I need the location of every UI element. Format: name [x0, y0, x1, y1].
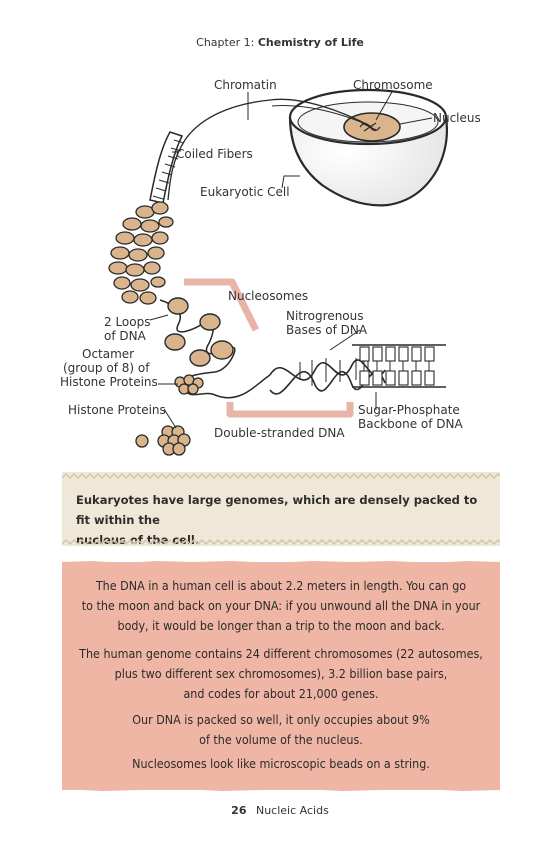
- label-chromosome: Chromosome: [353, 78, 433, 92]
- fun-facts-box: [62, 562, 500, 790]
- label-coiled-fibers: Coiled Fibers: [176, 147, 253, 161]
- fact-1-line-1: The DNA in a human cell is about 2.2 meters in length. You can go: [95, 578, 467, 593]
- zigzag-border-bottom: [62, 538, 500, 546]
- label-sugar-line1: Sugar-Phosphate: [358, 403, 460, 417]
- page-number: 26: [231, 804, 247, 817]
- label-sugar-line2: Backbone of DNA: [358, 417, 463, 431]
- label-two-loops-line2: of DNA: [104, 329, 146, 343]
- label-nucleus: Nucleus: [433, 111, 481, 125]
- label-nitrogenous-line1: Nitrogrenous: [286, 309, 364, 323]
- fact-3-line-1: Our DNA is packed so well, it only occupies about 9%: [132, 712, 430, 727]
- torn-edge-bottom: [62, 786, 500, 794]
- torn-edge-top: [62, 558, 500, 566]
- chromatin-coils-illustration: [109, 202, 173, 304]
- chapter-title: Chemistry of Life: [257, 36, 364, 49]
- octamer-illustration: [175, 375, 203, 394]
- fact-1-line-2: to the moon and back on your DNA: if you unwound all the DNA in your: [81, 598, 481, 613]
- label-nitrogenous-line2: Bases of DNA: [286, 323, 368, 337]
- fact-paragraph-1: [70, 576, 492, 636]
- fact-4-line-1: Nucleosomes look like microscopic beads on a string.: [132, 756, 430, 771]
- histone-proteins-illustration: [136, 426, 190, 455]
- caption-line-1: Eukaryotes have large genomes, which are densely packed to fit within the: [76, 493, 478, 527]
- label-nucleosomes: Nucleosomes: [228, 289, 309, 303]
- label-eukaryotic-cell: Eukaryotic Cell: [200, 185, 290, 199]
- eukaryotic-cell-illustration: [290, 90, 447, 205]
- fact-paragraph-3: [70, 710, 492, 750]
- label-octamer-line2: (group of 8) of: [63, 361, 150, 375]
- fact-1-line-3: body, it would be longer than a trip to the moon and back.: [117, 618, 445, 633]
- fact-2-line-2: plus two different sex chromosomes), 3.2 billion base pairs,: [114, 666, 448, 681]
- label-double-stranded: Double-stranded DNA: [214, 426, 345, 440]
- label-octamer-line3: Histone Proteins: [60, 375, 158, 389]
- coiled-fibers-illustration: [150, 132, 184, 203]
- label-chromatin: Chromatin: [214, 78, 277, 92]
- zigzag-border-top: [62, 472, 500, 480]
- label-octamer-line1: Octamer: [82, 347, 135, 361]
- footer-section: Nucleic Acids: [255, 804, 329, 817]
- dna-packaging-diagram: [0, 55, 560, 465]
- fact-2-line-1: The human genome contains 24 different chromosomes (22 autosomes,: [79, 646, 483, 661]
- label-two-loops-line1: 2 Loops: [104, 315, 151, 329]
- caption-box: [62, 472, 500, 546]
- fact-paragraph-4: [70, 754, 492, 774]
- fact-paragraph-2: [70, 644, 492, 704]
- label-histone-proteins: Histone Proteins: [68, 403, 166, 417]
- caption-line-2: nucleus of the cell.: [76, 533, 200, 546]
- fact-3-line-2: of the volume of the nucleus.: [199, 732, 363, 747]
- chapter-label: Chapter 1:: [196, 36, 255, 49]
- page-footer: [0, 804, 560, 817]
- fact-2-line-3: and codes for about 21,000 genes.: [183, 686, 379, 701]
- running-header: [0, 36, 560, 49]
